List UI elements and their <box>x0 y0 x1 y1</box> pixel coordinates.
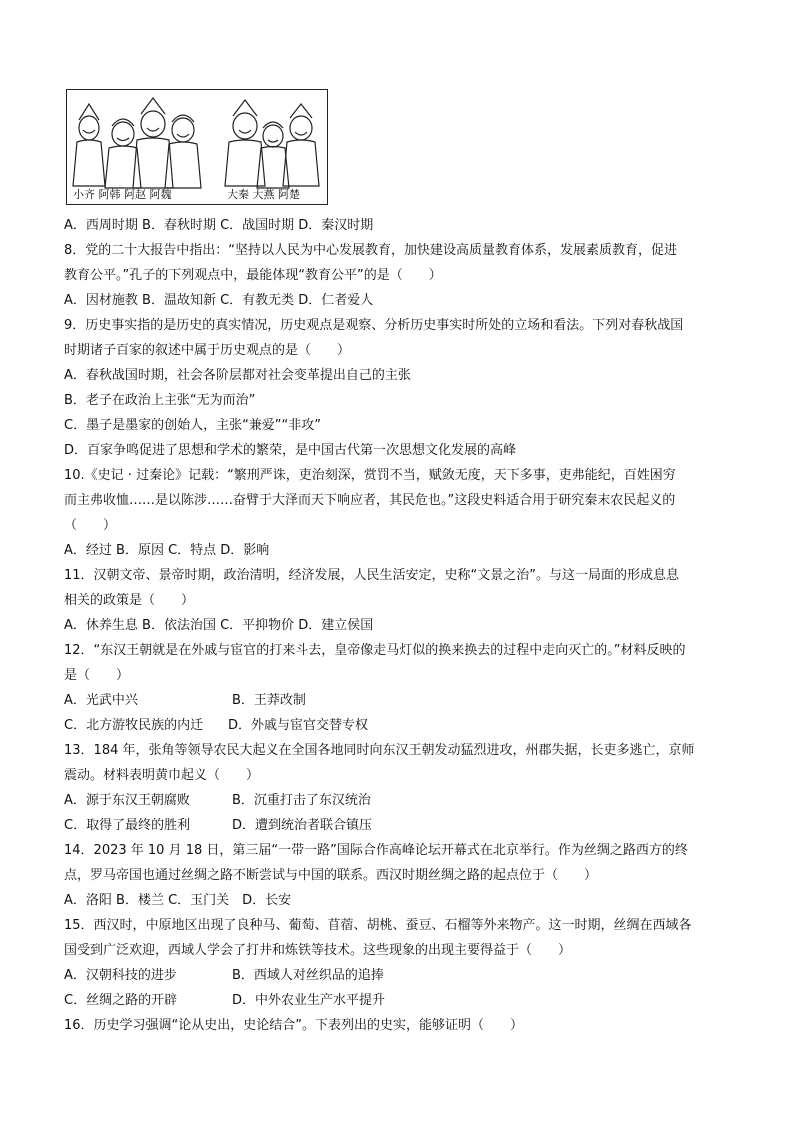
cartoon-drawing <box>67 90 327 204</box>
q9-option-c: C．墨子是墨家的创始人，主张“兼爱”“非攻” <box>64 418 322 433</box>
q11-stem-line-2: 相关的政策是（ ） <box>64 593 195 608</box>
q11-options: A．休养生息 B．依法治国 C．平抑物价 D．建立侯国 <box>64 618 374 633</box>
q12-options-row-1 <box>64 688 730 713</box>
q12-option-b: B．王莽改制 <box>232 693 306 708</box>
q12-stem-line-1: 12．“东汉王朝就是在外戚与宦官的打来斗去，皇帝像走马灯似的换来换去的过程中走向灭亡的。”材料反映的 <box>64 643 686 658</box>
q12-option-a: A．光武中兴 <box>64 693 138 708</box>
q10-stem-line-3: （ ） <box>64 518 117 533</box>
q9-stem-line-2: 时期诸子百家的叙述中属于历史观点的是（ ） <box>64 343 351 358</box>
q12-option-d: D．外戚与宦官交替专权 <box>228 718 369 733</box>
q11-stem-line-1: 11．汉朝文帝、景帝时期，政治清明，经济发展，人民生活安定，史称“文景之治”。与这一局面的形成息息 <box>64 568 680 583</box>
q9-stem-line-1: 9．历史事实指的是历史的真实情况，历史观点是观察、分析历史事实时所处的立场和看法。下列对春秋战国 <box>64 318 684 333</box>
figure-achu <box>283 104 319 186</box>
q9-option-b: B．老子在政治上主张“无为而治” <box>64 393 256 408</box>
q15-stem-line-2: 国受到广泛欢迎，西域人学会了打井和炼铁等技术。这些现象的出现主要得益于（ ） <box>64 943 572 958</box>
q8-stem-line-1: 8．党的二十大报告中指出：“坚持以人民为中心发展教育，加快建设高质量教育体系，发展素质教育，促进 <box>64 243 678 258</box>
q13-option-c: C．取得了最终的胜利 <box>64 818 191 833</box>
q10-stem-line-1: 10.《史记 · 过秦论》记载：“繁刑严诛，吏治刻深，赏罚不当，赋敛无度，天下多事，吏弗能纪，百姓困穷 <box>64 468 676 483</box>
q13-option-d: D．遭到统治者联合镇压 <box>232 818 373 833</box>
q13-stem-line-1: 13．184 年，张角等领导农民大起义在全国各地同时向东汉王朝发动猛烈进攻，州郡失据，长吏多逃亡，京师 <box>64 743 695 758</box>
q9-option-d: D．百家争鸣促进了思想和学术的繁荣，是中国古代第一次思想文化发展的高峰 <box>64 443 517 458</box>
figure-xiaoqi <box>73 104 105 186</box>
figure-azhao <box>133 98 173 188</box>
q9-option-a: A．春秋战国时期，社会各阶层都对社会变革提出自己的主张 <box>64 368 411 383</box>
q15-options-row-2 <box>64 988 730 1013</box>
q12-stem-line-2: 是（ ） <box>64 668 130 683</box>
q15-option-a: A．汉朝科技的进步 <box>64 968 177 983</box>
q8-options: A．因材施教 B．温故知新 C．有教无类 D．仁者爱人 <box>64 293 374 308</box>
q10-options: A．经过 B．原因 C．特点 D．影响 <box>64 543 270 558</box>
q8-stem-line-2: 教育公平。”孔子的下列观点中，最能体现“教育公平”的是（ ） <box>64 268 442 283</box>
q14-options: A．洛阳 B．楼兰 C．玉门关 D．长安 <box>64 893 292 908</box>
q7-options: A．西周时期 B．春秋时期 C．战国时期 D．秦汉时期 <box>64 218 374 233</box>
q16-stem-line-1: 16．历史学习强调“论从史出，史论结合”。下表列出的史实，能够证明（ ） <box>64 1018 524 1033</box>
q13-stem-line-2: 震动。材料表明黄巾起义（ ） <box>64 768 260 783</box>
questions <box>64 213 730 1038</box>
q15-option-b: B．西域人对丝织品的追捧 <box>232 968 384 983</box>
q13-option-b: B．沉重打击了东汉统治 <box>232 793 371 808</box>
q15-options-row-1 <box>64 963 730 988</box>
q13-options-row-1 <box>64 788 730 813</box>
q14-stem-line-1: 14．2023 年 10 月 18 日，第三届“一带一路”国际合作高峰论坛开幕式在北京举行。作为丝绸之路西方的终 <box>64 843 688 858</box>
figure-caption-right: 大秦 大燕 阿楚 <box>227 188 300 201</box>
q13-option-a: A．源于东汉王朝腐败 <box>64 793 190 808</box>
q14-stem-line-2: 点，罗马帝国也通过丝绸之路不断尝试与中国的联系。西汉时期丝绸之路的起点位于（ ） <box>64 868 598 883</box>
figure-caption-left: 小齐 阿韩 阿赵 阿魏 <box>73 188 172 201</box>
q13-options-row-2 <box>64 813 730 838</box>
q10-stem-line-2: 而主弗收恤……是以陈涉……奋臂于大泽而天下响应者，其民危也。”这段史料适合用于研究秦末农民起义的 <box>64 493 676 508</box>
q12-option-c: C．北方游牧民族的内迁 <box>64 718 204 733</box>
q15-stem-line-1: 15．西汉时，中原地区出现了良种马、葡萄、苜蓿、胡桃、蚕豆、石榴等外来物产。这一时期，丝绸在西域各 <box>64 918 692 933</box>
q15-option-c: C．丝绸之路的开辟 <box>64 993 178 1008</box>
q12-options-row-2 <box>64 713 730 738</box>
cartoon-figure <box>66 89 328 205</box>
q15-option-d: D．中外农业生产水平提升 <box>232 993 386 1008</box>
